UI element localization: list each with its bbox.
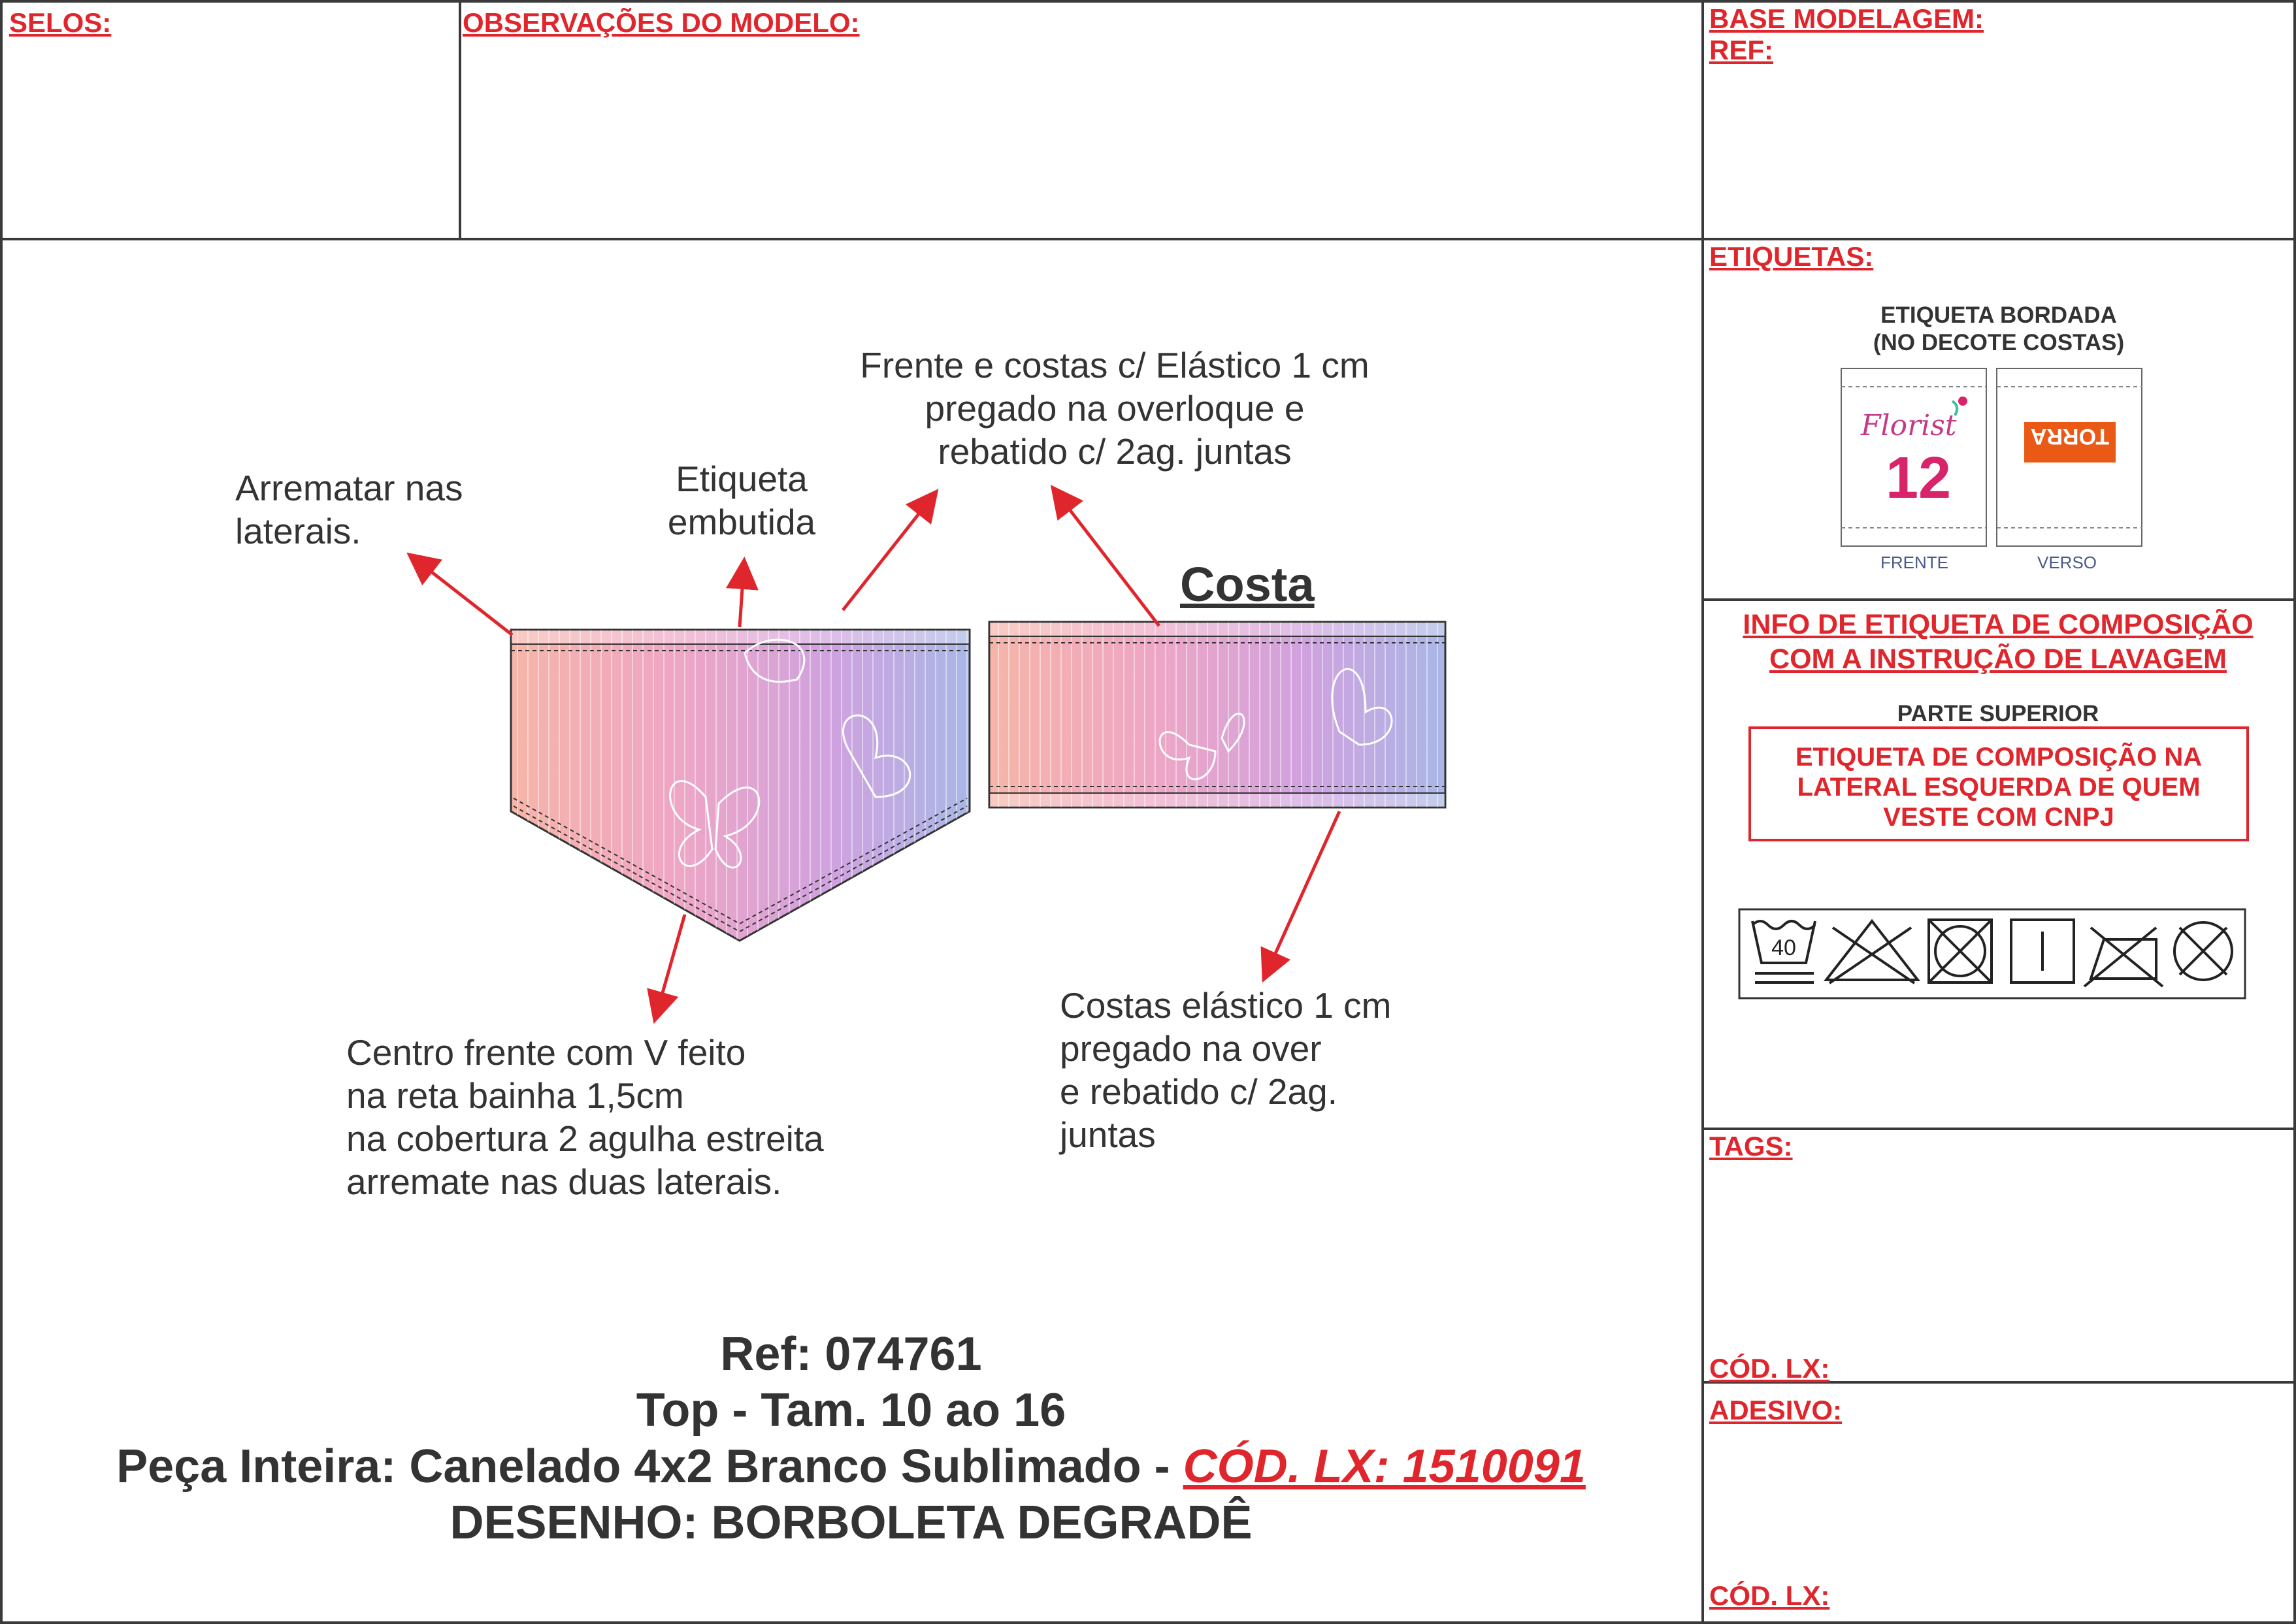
parte-superior-label: PARTE SUPERIOR [1897, 701, 2099, 726]
tags-label: TAGS: [1709, 1131, 1793, 1161]
composicao-box: ETIQUETA DE COMPOSIÇÃO NA LATERAL ESQUERDA DE QUEM VESTE COM CNPJ [1748, 726, 2249, 841]
product-top: Top - Tam. 10 ao 16 [636, 1384, 1066, 1437]
product-ref: Ref: 074761 [720, 1328, 982, 1380]
adesivo-label: ADESIVO: [1709, 1395, 1843, 1425]
observacoes-label: OBSERVAÇÕES DO MODELO: [463, 7, 860, 38]
svg-text:40: 40 [1771, 935, 1796, 960]
verso-label: VERSO [2037, 553, 2097, 572]
right-section-info [1701, 598, 2296, 1130]
label-back-text: TORRA [2030, 424, 2110, 449]
wash-care-symbols [1738, 908, 2248, 999]
back-piece [989, 622, 1445, 807]
product-desenho: DESENHO: BORBOLETA DEGRADÊ [450, 1497, 1253, 1549]
note-costas-elastico: Costas elástico 1 cm pregado na over e rebatido c/ 2ag. juntas [1060, 985, 1392, 1155]
costa-title: Costa [1180, 557, 1315, 611]
etiqueta-bordada-label: ETIQUETA BORDADA (NO DECOTE COSTAS) [1873, 302, 2125, 355]
base-modelagem-label: BASE MODELAGEM: [1709, 3, 1984, 34]
note-centro-frente: Centro frente com V feito na reta bainha 1,5cm na cobertura 2 agulha estreita arremate nas duas laterais. [346, 1032, 824, 1202]
product-cod-lx: CÓD. LX: 1510091 [1183, 1440, 1586, 1493]
note-frente-costas: Frente e costas c/ Elástico 1 cm pregado na overloque e rebatido c/ 2ag. juntas [860, 345, 1369, 472]
etiquetas-label: ETIQUETAS: [1709, 241, 1874, 272]
product-peca: Peça Inteira: Canelado 4x2 Branco Sublimado - CÓD. LX: 1510091 [116, 1440, 1586, 1493]
label-brand: Florist [1861, 409, 1957, 442]
product-description [0, 1326, 1702, 1551]
info-title: INFO DE ETIQUETA DE COMPOSIÇÃO COM A INSTRUÇÃO DE LAVAGEM [1743, 609, 2254, 675]
selos-label: SELOS: [9, 7, 112, 38]
right-section-base [1701, 0, 2296, 240]
ref-label: REF: [1709, 35, 1773, 65]
frente-label: FRENTE [1880, 553, 1948, 572]
label-size: 12 [1886, 446, 1952, 511]
note-etiqueta: Etiqueta embutida [667, 459, 816, 542]
cod-lx-tags-label: CÓD. LX: [1709, 1353, 1830, 1384]
cod-lx-adesivo-label: CÓD. LX: [1709, 1580, 1830, 1611]
front-piece [511, 630, 970, 941]
note-arrematar: Arrematar nas laterais. [235, 468, 463, 551]
right-section-tags [1701, 1128, 2296, 1384]
